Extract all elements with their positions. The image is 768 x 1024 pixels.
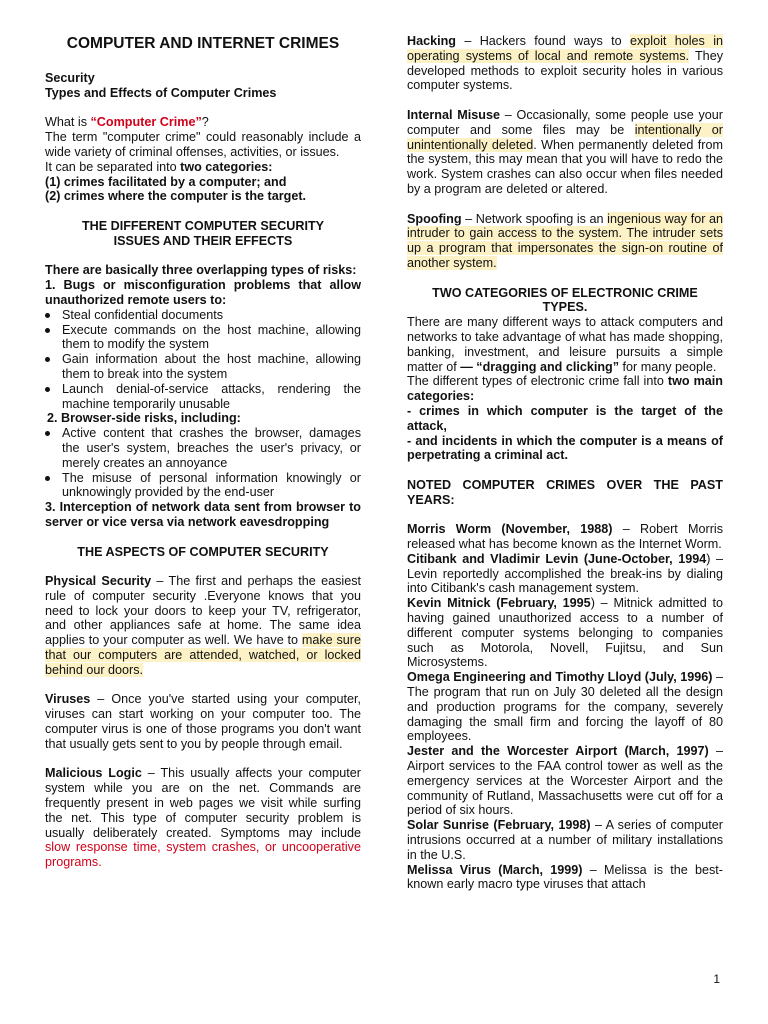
list-item: Solar Sunrise (February, 1998) – A series of computer intrusions occurred at a number of military installations in the U.S. <box>407 818 723 862</box>
list-item: Citibank and Vladimir Levin (June-October, 1994) – Levin reportedly accomplished the break-ins by dialing into Citibank's cash management system. <box>407 551 723 596</box>
crimes-list <box>407 522 723 892</box>
list-item: Active content that crashes the browser, damages the user's system, breaches the user's privacy, or merely creates an annoyance <box>45 426 361 470</box>
internal-misuse-paragraph: Internal Misuse – Occasionally, some people use your computer and some files may be intentionally or unintentionally deleted. When permanently deleted from the system, this may mean that you will have to redo the work. System crashes can also occur when files needed by a program are deleted or altered. <box>407 107 724 196</box>
physical-security-paragraph: Physical Security – The first and perhaps the easiest rule of computer security .Everyone knows that you need to lock your doors to keep your TV, refrigerator, and other appliances safe at home. The same idea applies to your computer as well. We have to make sure that our computers are attended, watched, or locked behind our doors. <box>45 574 362 677</box>
misuse-highlight: intentionally or unintentionally deleted <box>407 122 723 152</box>
types-paragraph: The different types of electronic crime fall into two main categories: <box>407 374 723 404</box>
list-item: Melissa Virus (March, 1999) – Melissa is the best-known early macro type viruses that attach <box>407 862 723 892</box>
right-column <box>407 34 723 892</box>
risk-1-heading: 1. Bugs or misconfiguration problems that allow unauthorized remote users to: <box>45 278 361 307</box>
risk-3-heading: 3. Interception of network data sent from browser to server or vice versa via network eavesdropping <box>45 500 361 529</box>
computer-crime-term: “Computer Crime” <box>90 115 202 130</box>
list-item: Omega Engineering and Timothy Lloyd (July, 1996) – The program that run on July 30 deleted all the design and production programs for the company, severely damaging the small firm and forcing the layoff of 80 employees. <box>407 670 723 744</box>
spoofing-highlight: ingenious way for an intruder to gain access to the system. The intruder sets up a program that impersonates the sign-on routine of another system. <box>407 211 724 270</box>
definition-paragraph: The term "computer crime" could reasonably include a wide variety of criminal offenses, activities, or issues. <box>45 130 361 159</box>
types-label: Types and Effects of Computer Crimes <box>45 85 277 100</box>
main-category-1: - crimes in which computer is the target of the attack, <box>407 403 723 433</box>
heading-security-issues: THE DIFFERENT COMPUTER SECURITY ISSUES AND THEIR EFFECTS <box>81 218 325 248</box>
heading-two-categories: TWO CATEGORIES OF ELECTRONIC CRIME TYPES. <box>432 285 698 315</box>
malicious-logic-paragraph: Malicious Logic – This usually affects your computer system while you are on the net. Commands are frequently present in web pages we visit while surfing the net. This type of computer security problem is usually deliberately created. Symptoms may include slow response time, system crashes, or uncooperative programs. <box>45 766 361 870</box>
page-number: 1 <box>713 972 720 986</box>
list-item: Jester and the Worcester Airport (March, 1997) – Airport services to the FAA control tower as well as the emergency services at the Worcester Airport and the community of Rutland, Massachusetts were cut off for a period of six hours. <box>407 744 723 818</box>
physical-security-highlight: make sure that our computers are attended, watched, or locked behind our doors. <box>45 633 362 677</box>
ways-paragraph: There are many different ways to attack computers and networks to take advantage of what has made shopping, banking, investment, and leisure pursuits a simple matter of — “dragging and clicking” for many people. <box>407 315 723 374</box>
risks-intro: There are basically three overlapping types of risks: <box>45 263 357 278</box>
category-1: (1) crimes facilitated by a computer; and <box>45 174 287 189</box>
separated-sentence: It can be separated into two categories: <box>45 159 273 174</box>
viruses-paragraph: Viruses – Once you've started using your computer, viruses can start working on your computer too. The computer virus is one of those programs you don't want that usually gets sent to you by people through email. <box>45 692 361 751</box>
document-title: COMPUTER AND INTERNET CRIMES <box>66 35 340 52</box>
list-item: Kevin Mitnick (February, 1995) – Mitnick admitted to having gained unauthorized access to a number of different computer systems belonging to companies such as Motorola, Novell, Fujitsu, and Sun Microsystems. <box>407 596 723 670</box>
what-is-question: What is “Computer Crime”? <box>45 115 209 130</box>
list-item: Morris Worm (November, 1988) – Robert Morris released what has become known as the Internet Worm. <box>407 522 723 552</box>
hacking-highlight: exploit holes in operating systems of local and remote systems. <box>407 34 723 63</box>
security-label: Security <box>45 71 95 85</box>
heading-noted-crimes: NOTED COMPUTER CRIMES OVER THE PAST YEARS: <box>407 477 723 507</box>
list-item: Steal confidential documents <box>45 308 361 323</box>
list-item: Launch denial-of-service attacks, rendering the machine temporarily unusable <box>45 382 361 412</box>
list-item: Execute commands on the host machine, allowing them to modify the system <box>45 323 361 353</box>
list-item: The misuse of personal information knowingly or unknowingly provided by the end-user <box>45 471 361 501</box>
left-column <box>45 34 361 870</box>
category-2: (2) crimes where the computer is the target. <box>45 189 307 204</box>
hacking-paragraph: Hacking – Hackers found ways to exploit holes in operating systems of local and remote systems. They developed methods to exploit security holes in various computer systems. <box>407 34 723 93</box>
risk-2-list <box>45 426 361 500</box>
risk-1-list <box>45 308 361 412</box>
heading-aspects: THE ASPECTS OF COMPUTER SECURITY <box>77 544 329 559</box>
spoofing-paragraph: Spoofing – Network spoofing is an ingenious way for an intruder to gain access to the system. The intruder sets up a program that impersonates the sign-on routine of another system. <box>407 211 724 270</box>
list-item: Gain information about the host machine, allowing them to break into the system <box>45 352 361 382</box>
main-category-2: - and incidents in which the computer is a means of perpetrating a criminal act. <box>407 433 723 463</box>
symptoms-red-text: slow response time, system crashes, or uncooperative programs. <box>45 840 361 870</box>
risk-2-heading: 2. Browser-side risks, including: <box>47 411 241 426</box>
